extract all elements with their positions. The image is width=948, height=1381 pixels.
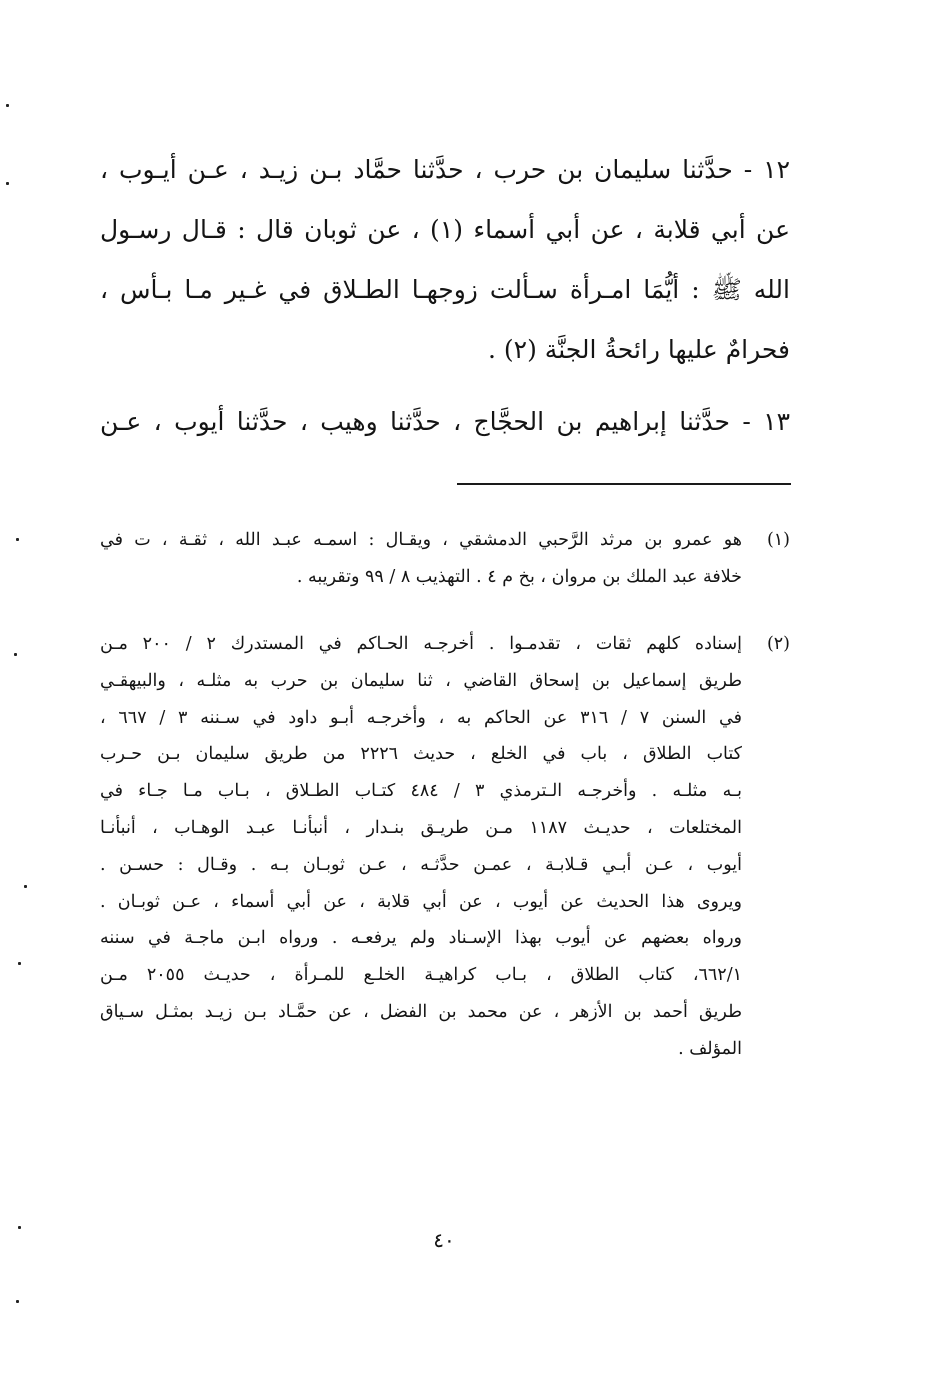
hadith-line: عن أبي قلابة ، عن أبي أسماء (١) ، عن ثوبان قال : قـال رسـول [100, 215, 790, 244]
footnote-line: إسناده كلهم ثقات ، تقدمـوا . أخرجـه الحـاكم في المستدرك ٢ / ٢٠٠ مـن [100, 634, 742, 654]
footnote-line: المختلعات ، حديـث ١١٨٧ مـن طريـق بنـدار ، أنبأنـا عبـد الوهـاب ، أنبأنـا [100, 817, 743, 838]
hadith-text: حدَّثنا سليمان بن حرب ، حدَّثنا حمَّاد بـن زيـد ، عـن أيـوب ، [100, 155, 733, 184]
scan-speck [16, 538, 19, 541]
footnote-line: المؤلف . [678, 1038, 742, 1059]
footnote-marker: (٢) [766, 634, 790, 654]
hadith-number: ١٢ - [743, 155, 790, 184]
scan-speck [14, 653, 17, 656]
footnote-line: ورواه بعضهم عن أيوب بهذا الإسـناد ولم يرفعـه . ورواه ابـن ماجـة في سننه [100, 928, 742, 949]
footnote-line: أيوب ، عـن أبـي قـلابـة ، عمـن حدَّثـه ، عـن ثوبـان بـه . وقـال : حسـن . [100, 854, 742, 875]
hadith-line: فحرامٌ عليها رائحةُ الجنَّة (٢) . [488, 335, 790, 364]
footnote-line: هو عمرو بن مرثد الرَّحبي الدمشقي ، ويقـال : اسمـه عبـد الله ، ثقـة ، ت في [100, 530, 742, 550]
footnote-line: طريق أحمد بن الأزهر ، عن محمد بن الفضل ، عن حمَّـاد بـن زيـد بمثـل سـياق [100, 1001, 742, 1022]
footnote-marker: (١) [766, 530, 790, 550]
footnote-line: ٦٦٢/١، كتاب الطلاق ، بـاب كراهيـة الخلـع للمـرأة ، حديـث ٢٠٥٥ مـن [100, 965, 742, 986]
hadith-line [100, 140, 790, 200]
page-number: ٤٠ [433, 1228, 455, 1252]
scan-speck [18, 1226, 21, 1229]
scan-speck [6, 182, 9, 185]
hadith-text: حدَّثنا إبراهيم بن الحجَّاج ، حدَّثنا وهيب ، حدَّثنا أيوب ، عـن [100, 407, 730, 436]
footnote-line: ويروى هذا الحديث عن أيوب ، عن أبي قلابة ، عن أبي أسماء ، عـن ثوبـان . [100, 891, 742, 912]
hadith-12 [100, 140, 790, 380]
footnote-text [100, 626, 742, 1068]
hadith-13 [100, 392, 790, 452]
footnote-divider [457, 483, 791, 485]
hadith-line [100, 392, 790, 452]
scan-speck [24, 885, 27, 888]
footnote-line: خلافة عبد الملك بن مروان ، بخ م ٤ . التهذيب ٨ / ٩٩ وتقريبه . [296, 566, 742, 587]
scan-speck [18, 962, 21, 965]
footnote-text [100, 522, 742, 596]
footnote-line: طريق إسماعيل بن إسحاق القاضي ، ثنا سليمان بن حرب به مثلـه ، والبيهقـي [100, 670, 742, 691]
footnote-1 [100, 522, 790, 596]
footnote-line: في السنن ٧ / ٣١٦ عن الحاكم به ، وأخرجـه أبـو داود في سـننه ٣ / ٦٦٧ ، [100, 707, 742, 728]
footnote-line: بـه مثلـه . وأخرجـه الـترمذي ٣ / ٤٨٤ كتـاب الطـلاق ، بـاب مـا جـاء في [100, 781, 742, 802]
footnote-2 [100, 626, 790, 1068]
scan-speck [6, 104, 9, 107]
footnote-line: كتاب الطلاق ، باب في الخلع ، حديث ٢٢٢٦ من طريق سليمان بـن حـرب [100, 744, 742, 765]
scan-speck [16, 1300, 19, 1303]
hadith-line: الله ﷺ : أيُّمَا امـرأة سـألت زوجهـا الطـلاق في غـير مـا بـأس ، [100, 275, 790, 304]
hadith-number: ١٣ - [742, 407, 790, 436]
